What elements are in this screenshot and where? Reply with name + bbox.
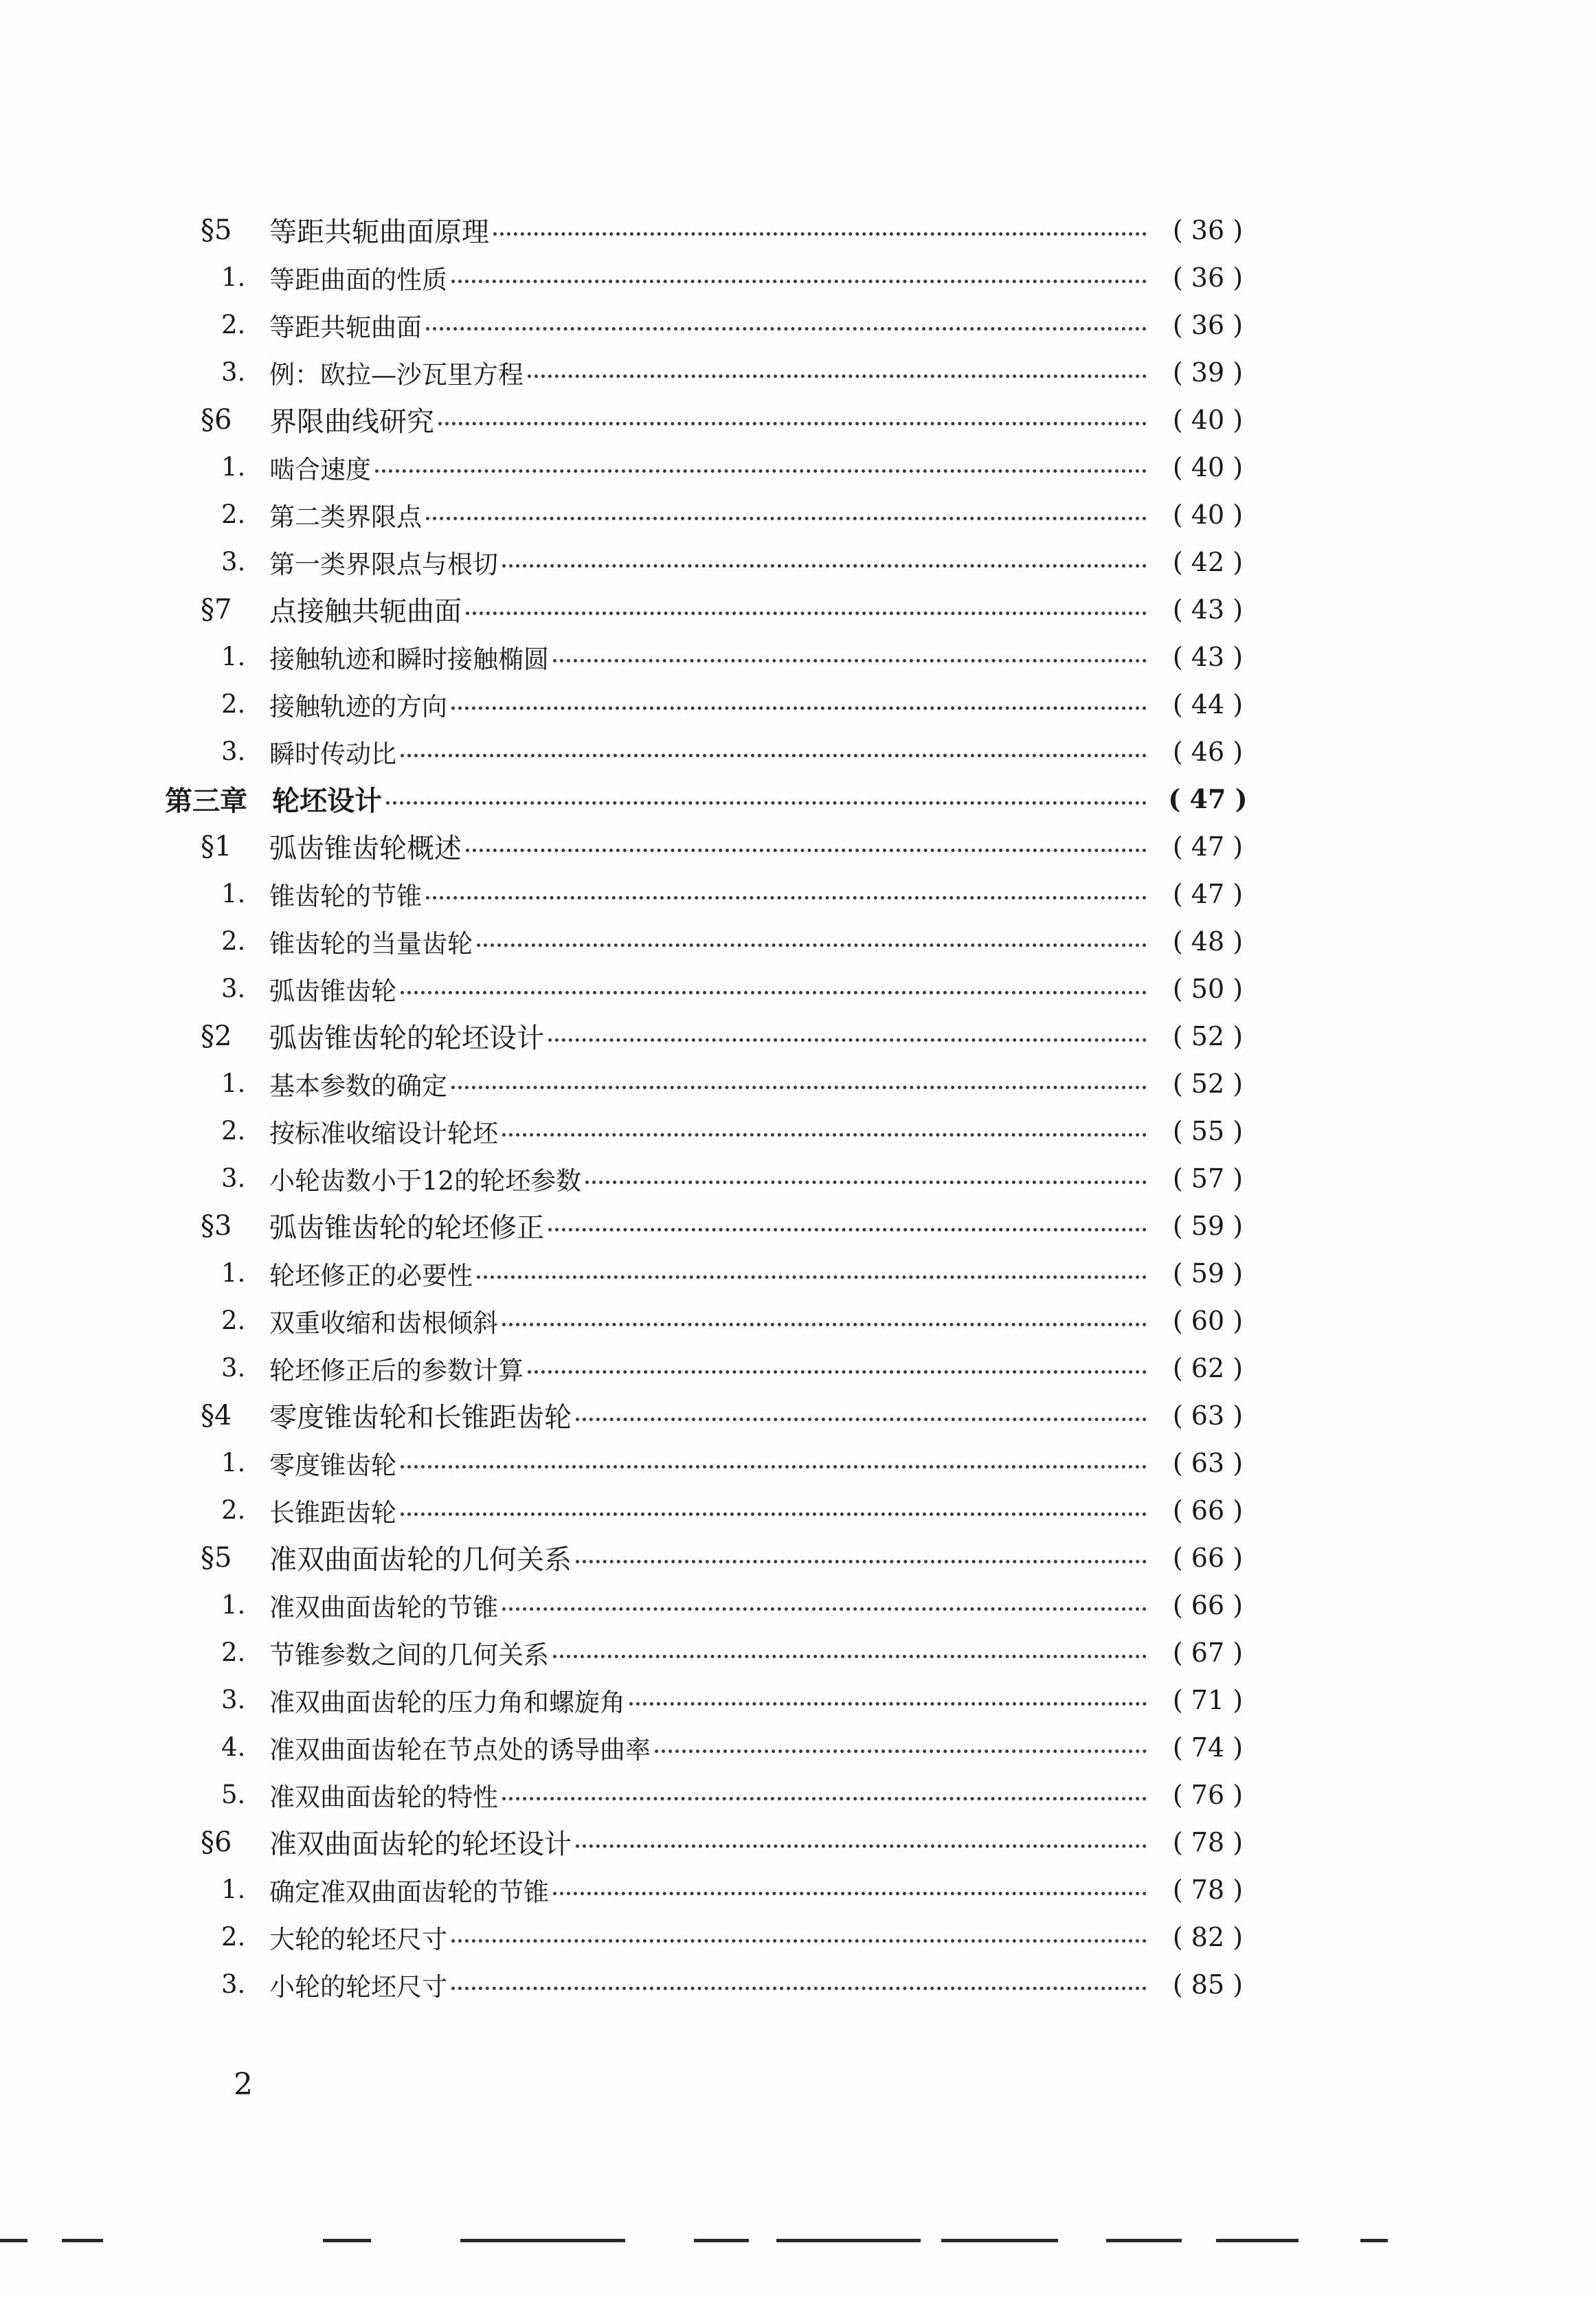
toc-entry-number: §6	[201, 403, 232, 436]
toc-entry-page: ( 78 )	[1172, 1827, 1244, 1857]
toc-entry	[0, 585, 1596, 633]
toc-entry-number: §5	[201, 214, 232, 246]
toc-entry	[0, 1154, 1596, 1202]
toc-entry-page: ( 40 )	[1172, 451, 1244, 482]
toc-entry-number: 2.	[221, 1495, 246, 1525]
toc-entry-number: §2	[201, 1020, 232, 1052]
toc-entry	[0, 917, 1596, 965]
toc-entry-number: 3.	[221, 357, 246, 387]
toc-entry	[0, 348, 1596, 396]
toc-entry-page: ( 63 )	[1172, 1447, 1244, 1478]
toc-entry-title: 第二类界限点	[269, 502, 422, 532]
toc-entry-title: 弧齿锥齿轮	[269, 976, 396, 1006]
toc-entry-number: §4	[201, 1399, 232, 1431]
toc-entry-page: ( 74 )	[1172, 1732, 1244, 1763]
toc-entry-title: 接触轨迹的方向	[269, 691, 447, 722]
dot-leader	[451, 706, 1147, 710]
toc-entry-title: 准双曲面齿轮的特性	[269, 1782, 498, 1812]
scan-artifacts	[0, 2239, 1596, 2253]
toc-entry-title: 接触轨迹和瞬时接触椭圆	[269, 644, 549, 674]
dot-leader	[401, 1512, 1147, 1516]
dot-leader	[553, 659, 1147, 662]
toc-entry	[0, 1818, 1596, 1866]
toc-entry	[0, 1439, 1596, 1486]
toc-entry-title: 零度锥齿轮和长锥距齿轮	[269, 1402, 572, 1433]
toc-entry-page: ( 36 )	[1172, 262, 1244, 293]
toc-entry-title: 轮坯修正后的参数计算	[269, 1355, 524, 1385]
toc-entry-page: ( 43 )	[1172, 594, 1244, 625]
dot-leader	[401, 754, 1147, 757]
toc-entry	[0, 538, 1596, 585]
toc-entry-title: 大轮的轮坯尺寸	[269, 1924, 447, 1954]
dot-leader	[528, 1370, 1147, 1374]
toc-entry-title: 确定准双曲面齿轮的节锥	[269, 1877, 549, 1907]
dot-leader	[553, 1655, 1147, 1658]
toc-entry-page: ( 47 )	[1168, 783, 1248, 814]
toc-entry	[0, 1344, 1596, 1392]
toc-entry-title: 按标准收缩设计轮坯	[269, 1118, 498, 1148]
toc-entry-number: 3.	[221, 547, 246, 577]
toc-entry-number: 3.	[221, 1163, 246, 1193]
dot-leader	[451, 1939, 1147, 1943]
toc-entry	[0, 206, 1596, 254]
dot-leader	[548, 1038, 1147, 1042]
dot-leader	[451, 1987, 1147, 1990]
toc-entry	[0, 1866, 1596, 1913]
toc-entry	[0, 1012, 1596, 1060]
scan-mark	[62, 2239, 103, 2242]
scan-mark	[460, 2239, 625, 2242]
toc-entry	[0, 1723, 1596, 1771]
toc-entry	[0, 1771, 1596, 1818]
scan-mark	[941, 2239, 1058, 2242]
toc-entry-page: ( 50 )	[1172, 973, 1244, 1004]
dot-leader	[528, 375, 1147, 378]
scan-mark	[694, 2239, 749, 2242]
toc-entry-page: ( 39 )	[1172, 357, 1244, 388]
toc-entry-number: 2.	[221, 1116, 246, 1146]
toc-entry-title: 等距共轭曲面原理	[269, 216, 489, 248]
toc-entry-number: 1.	[221, 1069, 246, 1098]
toc-entry-number: 2.	[221, 1306, 246, 1335]
toc-entry	[0, 301, 1596, 348]
toc-entry	[0, 775, 1596, 823]
toc-entry	[0, 870, 1596, 917]
toc-entry-page: ( 66 )	[1172, 1542, 1244, 1573]
toc-entry-page: ( 76 )	[1172, 1779, 1244, 1810]
toc-entry-number: 1.	[221, 452, 246, 482]
toc-entry-page: ( 85 )	[1172, 1969, 1244, 2000]
dot-leader	[451, 1086, 1147, 1089]
toc-entry-page: ( 42 )	[1172, 546, 1244, 577]
toc-entry-page: ( 43 )	[1172, 641, 1244, 672]
dot-leader	[548, 1228, 1147, 1231]
toc-entry-title: 节锥参数之间的几何关系	[269, 1640, 549, 1670]
dot-leader	[426, 896, 1147, 900]
dot-leader	[576, 1560, 1147, 1563]
dot-leader	[466, 849, 1147, 852]
toc-entry-page: ( 63 )	[1172, 1400, 1244, 1431]
dot-leader	[466, 612, 1147, 615]
toc-entry-page: ( 44 )	[1172, 689, 1244, 719]
toc-entry-title: 等距曲面的性质	[269, 265, 447, 295]
scan-mark	[776, 2239, 921, 2242]
toc-entry-title: 弧齿锥齿轮的轮坯设计	[269, 1023, 544, 1054]
toc-entry-number: 3.	[221, 1685, 246, 1715]
toc-entry-page: ( 59 )	[1172, 1210, 1244, 1241]
toc-entry-number: 1.	[221, 1875, 246, 1904]
toc-entry-title: 锥齿轮的当量齿轮	[269, 928, 473, 959]
toc-entry-number: 2.	[221, 926, 246, 956]
toc-entry	[0, 254, 1596, 301]
toc-entry-number: 1.	[221, 642, 246, 671]
page-number: 2	[234, 2067, 253, 2102]
toc-entry-page: ( 66 )	[1172, 1589, 1244, 1620]
toc-entry-title: 准双曲面齿轮在节点处的诱导曲率	[269, 1734, 651, 1765]
toc-entry-page: ( 60 )	[1172, 1305, 1244, 1336]
toc-entry	[0, 1107, 1596, 1154]
toc-entry-title: 准双曲面齿轮的几何关系	[269, 1544, 572, 1576]
toc-entry	[0, 443, 1596, 491]
toc-entry-title: 长锥距齿轮	[269, 1497, 396, 1528]
toc-entry	[0, 1486, 1596, 1534]
toc-entry	[0, 1676, 1596, 1723]
toc-entry-title: 基本参数的确定	[269, 1071, 447, 1101]
toc-entry-page: ( 36 )	[1172, 214, 1244, 245]
scan-mark	[323, 2239, 371, 2242]
toc-entry	[0, 1913, 1596, 1961]
toc-entry	[0, 1534, 1596, 1581]
toc-entry-title: 例：欧拉—沙瓦里方程	[269, 359, 524, 390]
dot-leader	[493, 232, 1147, 236]
dot-leader	[502, 1133, 1147, 1137]
toc-entry	[0, 396, 1596, 443]
toc-entry-page: ( 59 )	[1172, 1258, 1244, 1288]
toc-entry-page: ( 82 )	[1172, 1921, 1244, 1952]
toc-entry-title: 准双曲面齿轮的节锥	[269, 1592, 498, 1622]
toc-entry-page: ( 36 )	[1172, 309, 1244, 340]
toc-entry-page: ( 46 )	[1172, 736, 1244, 767]
toc-entry-title: 零度锥齿轮	[269, 1450, 396, 1480]
toc-entry	[0, 1297, 1596, 1344]
toc-entry-title: 轮坯设计	[272, 785, 382, 817]
toc-entry-page: ( 47 )	[1172, 831, 1244, 862]
toc-entry-page: ( 62 )	[1172, 1352, 1244, 1383]
toc-entry-title: 界限曲线研究	[269, 406, 434, 438]
toc-entry-number: §1	[201, 830, 232, 862]
dot-leader	[401, 1465, 1147, 1469]
toc-entry-title: 啮合速度	[269, 454, 371, 484]
toc-entry-title: 点接触共轭曲面	[269, 596, 462, 627]
toc-entry-title: 准双曲面齿轮的轮坯设计	[269, 1829, 572, 1860]
toc-entry-page: ( 71 )	[1172, 1684, 1244, 1715]
toc-entry-page: ( 40 )	[1172, 499, 1244, 530]
dot-leader	[502, 564, 1147, 568]
table-of-contents	[0, 206, 1596, 2008]
dot-leader	[502, 1797, 1147, 1800]
toc-entry-title: 弧齿锥齿轮的轮坯修正	[269, 1212, 544, 1244]
dot-leader	[401, 991, 1147, 994]
toc-entry-title: 锥齿轮的节锥	[269, 881, 422, 911]
toc-entry-title: 第一类界限点与根切	[269, 549, 498, 579]
toc-entry-title: 准双曲面齿轮的压力角和螺旋角	[269, 1687, 625, 1717]
dot-leader	[576, 1844, 1147, 1848]
scan-mark	[1216, 2239, 1299, 2242]
dot-leader	[375, 469, 1147, 473]
toc-entry-number: 3.	[221, 1353, 246, 1383]
toc-entry-number: 1.	[221, 1448, 246, 1477]
dot-leader	[502, 1607, 1147, 1611]
toc-entry-title: 瞬时传动比	[269, 739, 396, 769]
toc-entry	[0, 1249, 1596, 1297]
toc-entry	[0, 1060, 1596, 1107]
toc-entry-number: 1.	[221, 1258, 246, 1288]
toc-entry-number: 3.	[221, 737, 246, 766]
toc-entry-number: 1.	[221, 1590, 246, 1620]
toc-entry-page: ( 48 )	[1172, 926, 1244, 957]
scan-mark	[1106, 2239, 1182, 2242]
toc-entry	[0, 1392, 1596, 1439]
toc-entry-page: ( 66 )	[1172, 1495, 1244, 1526]
toc-entry-number: §3	[201, 1209, 232, 1242]
dot-leader	[386, 801, 1147, 805]
toc-entry-number: 5.	[221, 1780, 246, 1809]
toc-entry-number: 2.	[221, 689, 246, 719]
toc-entry-number: 2.	[221, 1638, 246, 1667]
toc-entry-number: §7	[201, 593, 232, 625]
toc-entry-page: ( 40 )	[1172, 404, 1244, 435]
scan-mark	[1360, 2239, 1388, 2242]
toc-entry-page: ( 47 )	[1172, 878, 1244, 909]
toc-entry	[0, 823, 1596, 870]
dot-leader	[576, 1418, 1147, 1421]
dot-leader	[585, 1181, 1147, 1184]
toc-entry	[0, 633, 1596, 680]
toc-entry-number: 2.	[221, 1922, 246, 1952]
toc-entry	[0, 1202, 1596, 1249]
toc-entry	[0, 1629, 1596, 1676]
toc-entry-number: 3.	[221, 974, 246, 1003]
toc-entry-page: ( 52 )	[1172, 1068, 1244, 1099]
dot-leader	[655, 1750, 1147, 1753]
toc-entry-number: 3.	[221, 1969, 246, 1999]
toc-entry	[0, 1961, 1596, 2008]
toc-entry-number: 4.	[221, 1732, 246, 1762]
toc-entry-number: 1.	[221, 263, 246, 292]
toc-entry-title: 小轮齿数小于12的轮坯参数	[269, 1165, 582, 1196]
scan-mark	[0, 2239, 27, 2242]
toc-entry	[0, 965, 1596, 1012]
toc-entry-number: 1.	[221, 879, 246, 908]
dot-leader	[426, 517, 1147, 520]
toc-entry	[0, 680, 1596, 728]
toc-entry-title: 等距共轭曲面	[269, 312, 422, 342]
toc-entry-title: 双重收缩和齿根倾斜	[269, 1308, 498, 1338]
dot-leader	[553, 1892, 1147, 1895]
toc-entry-number: 第三章	[165, 785, 247, 817]
dot-leader	[502, 1323, 1147, 1326]
toc-entry-title: 弧齿锥齿轮概述	[269, 833, 462, 864]
toc-entry-page: ( 57 )	[1172, 1163, 1244, 1194]
toc-entry-title: 轮坯修正的必要性	[269, 1260, 473, 1291]
toc-entry	[0, 491, 1596, 538]
dot-leader	[451, 280, 1147, 283]
toc-entry-page: ( 52 )	[1172, 1020, 1244, 1051]
toc-entry-page: ( 55 )	[1172, 1115, 1244, 1146]
dot-leader	[629, 1702, 1147, 1706]
dot-leader	[438, 422, 1147, 425]
toc-entry-number: 2.	[221, 500, 246, 529]
dot-leader	[477, 944, 1147, 947]
toc-entry	[0, 1581, 1596, 1629]
toc-entry	[0, 728, 1596, 775]
dot-leader	[477, 1275, 1147, 1279]
toc-entry-page: ( 67 )	[1172, 1637, 1244, 1668]
toc-entry-title: 小轮的轮坯尺寸	[269, 1972, 447, 2002]
toc-entry-number: §6	[201, 1826, 232, 1858]
toc-entry-number: §5	[201, 1541, 232, 1574]
toc-entry-number: 2.	[221, 310, 246, 339]
dot-leader	[426, 327, 1147, 331]
toc-entry-page: ( 78 )	[1172, 1874, 1244, 1905]
